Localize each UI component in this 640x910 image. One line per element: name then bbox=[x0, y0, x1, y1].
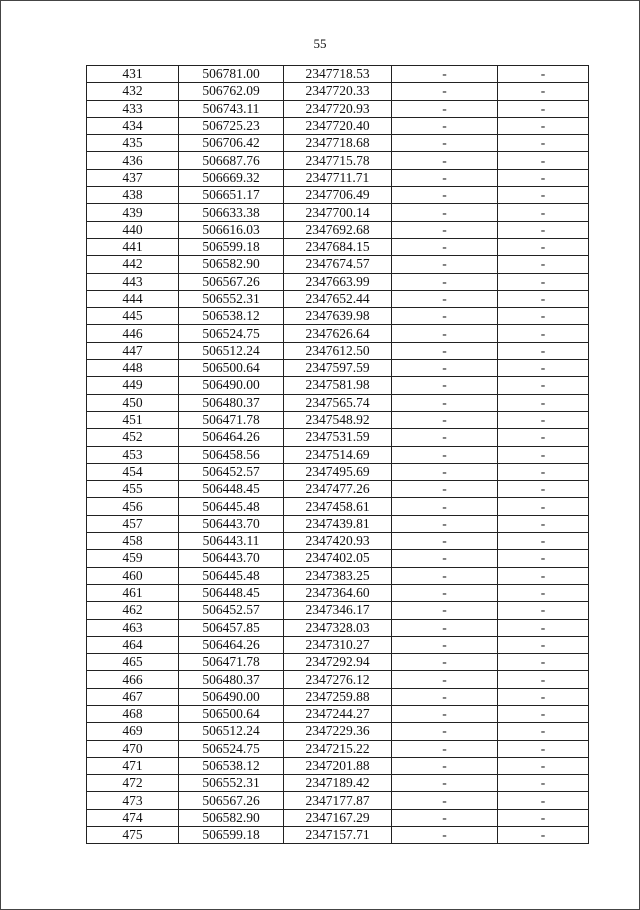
y-coordinate-cell: 2347189.42 bbox=[284, 775, 392, 792]
table-row bbox=[87, 498, 589, 515]
col5-cell: - bbox=[498, 463, 589, 480]
col5-cell: - bbox=[498, 221, 589, 238]
y-coordinate-cell: 2347259.88 bbox=[284, 688, 392, 705]
table-row bbox=[87, 238, 589, 255]
point-number-cell: 446 bbox=[87, 325, 179, 342]
y-coordinate-cell: 2347674.57 bbox=[284, 256, 392, 273]
col5-cell: - bbox=[498, 550, 589, 567]
col5-cell: - bbox=[498, 533, 589, 550]
table-row bbox=[87, 135, 589, 152]
table-row bbox=[87, 394, 589, 411]
col4-cell: - bbox=[392, 152, 498, 169]
y-coordinate-cell: 2347514.69 bbox=[284, 446, 392, 463]
x-coordinate-cell: 506781.00 bbox=[179, 66, 284, 83]
x-coordinate-cell: 506464.26 bbox=[179, 429, 284, 446]
table-row bbox=[87, 204, 589, 221]
col5-cell: - bbox=[498, 446, 589, 463]
table-row bbox=[87, 723, 589, 740]
y-coordinate-cell: 2347626.64 bbox=[284, 325, 392, 342]
point-number-cell: 475 bbox=[87, 827, 179, 844]
point-number-cell: 440 bbox=[87, 221, 179, 238]
point-number-cell: 432 bbox=[87, 83, 179, 100]
col5-cell: - bbox=[498, 83, 589, 100]
point-number-cell: 458 bbox=[87, 533, 179, 550]
y-coordinate-cell: 2347328.03 bbox=[284, 619, 392, 636]
col4-cell: - bbox=[392, 567, 498, 584]
col4-cell: - bbox=[392, 256, 498, 273]
point-number-cell: 444 bbox=[87, 290, 179, 307]
x-coordinate-cell: 506599.18 bbox=[179, 827, 284, 844]
x-coordinate-cell: 506452.57 bbox=[179, 463, 284, 480]
point-number-cell: 451 bbox=[87, 411, 179, 428]
x-coordinate-cell: 506480.37 bbox=[179, 671, 284, 688]
y-coordinate-cell: 2347720.40 bbox=[284, 117, 392, 134]
col4-cell: - bbox=[392, 481, 498, 498]
col4-cell: - bbox=[392, 342, 498, 359]
point-number-cell: 431 bbox=[87, 66, 179, 83]
col5-cell: - bbox=[498, 498, 589, 515]
col4-cell: - bbox=[392, 619, 498, 636]
table-row bbox=[87, 256, 589, 273]
point-number-cell: 448 bbox=[87, 360, 179, 377]
table-row bbox=[87, 584, 589, 601]
col5-cell: - bbox=[498, 809, 589, 826]
table-row bbox=[87, 481, 589, 498]
x-coordinate-cell: 506582.90 bbox=[179, 256, 284, 273]
x-coordinate-cell: 506524.75 bbox=[179, 325, 284, 342]
table-row bbox=[87, 533, 589, 550]
col4-cell: - bbox=[392, 602, 498, 619]
col4-cell: - bbox=[392, 446, 498, 463]
point-number-cell: 473 bbox=[87, 792, 179, 809]
col5-cell: - bbox=[498, 636, 589, 653]
x-coordinate-cell: 506471.78 bbox=[179, 411, 284, 428]
coordinates-table bbox=[86, 65, 589, 844]
y-coordinate-cell: 2347310.27 bbox=[284, 636, 392, 653]
y-coordinate-cell: 2347167.29 bbox=[284, 809, 392, 826]
table-row bbox=[87, 117, 589, 134]
table-row bbox=[87, 221, 589, 238]
col5-cell: - bbox=[498, 619, 589, 636]
table-row bbox=[87, 827, 589, 844]
y-coordinate-cell: 2347276.12 bbox=[284, 671, 392, 688]
y-coordinate-cell: 2347531.59 bbox=[284, 429, 392, 446]
y-coordinate-cell: 2347700.14 bbox=[284, 204, 392, 221]
page-number: 55 bbox=[313, 36, 327, 51]
col5-cell: - bbox=[498, 775, 589, 792]
col5-cell: - bbox=[498, 325, 589, 342]
x-coordinate-cell: 506512.24 bbox=[179, 342, 284, 359]
point-number-cell: 463 bbox=[87, 619, 179, 636]
x-coordinate-cell: 506500.64 bbox=[179, 360, 284, 377]
col5-cell: - bbox=[498, 723, 589, 740]
col5-cell: - bbox=[498, 100, 589, 117]
y-coordinate-cell: 2347597.59 bbox=[284, 360, 392, 377]
point-number-cell: 474 bbox=[87, 809, 179, 826]
y-coordinate-cell: 2347439.81 bbox=[284, 515, 392, 532]
col4-cell: - bbox=[392, 429, 498, 446]
col5-cell: - bbox=[498, 688, 589, 705]
col4-cell: - bbox=[392, 515, 498, 532]
point-number-cell: 459 bbox=[87, 550, 179, 567]
col5-cell: - bbox=[498, 567, 589, 584]
x-coordinate-cell: 506443.70 bbox=[179, 515, 284, 532]
point-number-cell: 471 bbox=[87, 757, 179, 774]
x-coordinate-cell: 506743.11 bbox=[179, 100, 284, 117]
x-coordinate-cell: 506567.26 bbox=[179, 792, 284, 809]
y-coordinate-cell: 2347663.99 bbox=[284, 273, 392, 290]
col4-cell: - bbox=[392, 809, 498, 826]
point-number-cell: 460 bbox=[87, 567, 179, 584]
col4-cell: - bbox=[392, 273, 498, 290]
table-row bbox=[87, 325, 589, 342]
point-number-cell: 438 bbox=[87, 187, 179, 204]
col4-cell: - bbox=[392, 705, 498, 722]
x-coordinate-cell: 506457.85 bbox=[179, 619, 284, 636]
point-number-cell: 435 bbox=[87, 135, 179, 152]
point-number-cell: 456 bbox=[87, 498, 179, 515]
table-row bbox=[87, 342, 589, 359]
y-coordinate-cell: 2347383.25 bbox=[284, 567, 392, 584]
table-row bbox=[87, 377, 589, 394]
point-number-cell: 439 bbox=[87, 204, 179, 221]
col5-cell: - bbox=[498, 654, 589, 671]
table-row bbox=[87, 463, 589, 480]
col4-cell: - bbox=[392, 221, 498, 238]
point-number-cell: 437 bbox=[87, 169, 179, 186]
col4-cell: - bbox=[392, 792, 498, 809]
y-coordinate-cell: 2347229.36 bbox=[284, 723, 392, 740]
table-row bbox=[87, 515, 589, 532]
point-number-cell: 454 bbox=[87, 463, 179, 480]
col5-cell: - bbox=[498, 66, 589, 83]
table-row bbox=[87, 740, 589, 757]
x-coordinate-cell: 506599.18 bbox=[179, 238, 284, 255]
col4-cell: - bbox=[392, 757, 498, 774]
table-row bbox=[87, 671, 589, 688]
x-coordinate-cell: 506552.31 bbox=[179, 290, 284, 307]
x-coordinate-cell: 506471.78 bbox=[179, 654, 284, 671]
point-number-cell: 436 bbox=[87, 152, 179, 169]
col4-cell: - bbox=[392, 66, 498, 83]
table-row bbox=[87, 705, 589, 722]
col4-cell: - bbox=[392, 204, 498, 221]
col4-cell: - bbox=[392, 117, 498, 134]
point-number-cell: 472 bbox=[87, 775, 179, 792]
col5-cell: - bbox=[498, 792, 589, 809]
point-number-cell: 461 bbox=[87, 584, 179, 601]
table-row bbox=[87, 429, 589, 446]
col5-cell: - bbox=[498, 238, 589, 255]
y-coordinate-cell: 2347292.94 bbox=[284, 654, 392, 671]
point-number-cell: 450 bbox=[87, 394, 179, 411]
col5-cell: - bbox=[498, 602, 589, 619]
y-coordinate-cell: 2347612.50 bbox=[284, 342, 392, 359]
x-coordinate-cell: 506458.56 bbox=[179, 446, 284, 463]
col5-cell: - bbox=[498, 827, 589, 844]
col5-cell: - bbox=[498, 152, 589, 169]
table-row bbox=[87, 809, 589, 826]
table-row bbox=[87, 688, 589, 705]
x-coordinate-cell: 506490.00 bbox=[179, 377, 284, 394]
col5-cell: - bbox=[498, 135, 589, 152]
col5-cell: - bbox=[498, 290, 589, 307]
y-coordinate-cell: 2347244.27 bbox=[284, 705, 392, 722]
col5-cell: - bbox=[498, 757, 589, 774]
coordinates-table-body bbox=[87, 66, 589, 844]
col5-cell: - bbox=[498, 481, 589, 498]
y-coordinate-cell: 2347718.68 bbox=[284, 135, 392, 152]
col4-cell: - bbox=[392, 290, 498, 307]
point-number-cell: 442 bbox=[87, 256, 179, 273]
col4-cell: - bbox=[392, 394, 498, 411]
col4-cell: - bbox=[392, 325, 498, 342]
col4-cell: - bbox=[392, 498, 498, 515]
point-number-cell: 447 bbox=[87, 342, 179, 359]
x-coordinate-cell: 506452.57 bbox=[179, 602, 284, 619]
x-coordinate-cell: 506464.26 bbox=[179, 636, 284, 653]
col4-cell: - bbox=[392, 83, 498, 100]
y-coordinate-cell: 2347711.71 bbox=[284, 169, 392, 186]
col4-cell: - bbox=[392, 688, 498, 705]
y-coordinate-cell: 2347639.98 bbox=[284, 308, 392, 325]
col4-cell: - bbox=[392, 377, 498, 394]
x-coordinate-cell: 506725.23 bbox=[179, 117, 284, 134]
table-row bbox=[87, 187, 589, 204]
col5-cell: - bbox=[498, 342, 589, 359]
table-row bbox=[87, 100, 589, 117]
point-number-cell: 468 bbox=[87, 705, 179, 722]
col4-cell: - bbox=[392, 533, 498, 550]
x-coordinate-cell: 506448.45 bbox=[179, 481, 284, 498]
table-row bbox=[87, 83, 589, 100]
y-coordinate-cell: 2347652.44 bbox=[284, 290, 392, 307]
y-coordinate-cell: 2347364.60 bbox=[284, 584, 392, 601]
col4-cell: - bbox=[392, 723, 498, 740]
y-coordinate-cell: 2347201.88 bbox=[284, 757, 392, 774]
point-number-cell: 457 bbox=[87, 515, 179, 532]
table-row bbox=[87, 152, 589, 169]
table-row bbox=[87, 446, 589, 463]
point-number-cell: 434 bbox=[87, 117, 179, 134]
col4-cell: - bbox=[392, 775, 498, 792]
point-number-cell: 465 bbox=[87, 654, 179, 671]
y-coordinate-cell: 2347581.98 bbox=[284, 377, 392, 394]
col5-cell: - bbox=[498, 256, 589, 273]
col4-cell: - bbox=[392, 411, 498, 428]
point-number-cell: 433 bbox=[87, 100, 179, 117]
col5-cell: - bbox=[498, 429, 589, 446]
table-row bbox=[87, 602, 589, 619]
x-coordinate-cell: 506538.12 bbox=[179, 757, 284, 774]
point-number-cell: 466 bbox=[87, 671, 179, 688]
x-coordinate-cell: 506582.90 bbox=[179, 809, 284, 826]
table-row bbox=[87, 757, 589, 774]
col4-cell: - bbox=[392, 584, 498, 601]
y-coordinate-cell: 2347718.53 bbox=[284, 66, 392, 83]
col4-cell: - bbox=[392, 636, 498, 653]
col5-cell: - bbox=[498, 515, 589, 532]
table-row bbox=[87, 792, 589, 809]
table-row bbox=[87, 169, 589, 186]
y-coordinate-cell: 2347346.17 bbox=[284, 602, 392, 619]
y-coordinate-cell: 2347684.15 bbox=[284, 238, 392, 255]
table-row bbox=[87, 360, 589, 377]
x-coordinate-cell: 506706.42 bbox=[179, 135, 284, 152]
col4-cell: - bbox=[392, 671, 498, 688]
x-coordinate-cell: 506443.11 bbox=[179, 533, 284, 550]
table-row bbox=[87, 273, 589, 290]
table-row bbox=[87, 411, 589, 428]
x-coordinate-cell: 506500.64 bbox=[179, 705, 284, 722]
y-coordinate-cell: 2347495.69 bbox=[284, 463, 392, 480]
x-coordinate-cell: 506762.09 bbox=[179, 83, 284, 100]
x-coordinate-cell: 506552.31 bbox=[179, 775, 284, 792]
x-coordinate-cell: 506490.00 bbox=[179, 688, 284, 705]
y-coordinate-cell: 2347157.71 bbox=[284, 827, 392, 844]
table-row bbox=[87, 619, 589, 636]
y-coordinate-cell: 2347420.93 bbox=[284, 533, 392, 550]
col4-cell: - bbox=[392, 463, 498, 480]
col4-cell: - bbox=[392, 187, 498, 204]
y-coordinate-cell: 2347215.22 bbox=[284, 740, 392, 757]
col4-cell: - bbox=[392, 654, 498, 671]
col4-cell: - bbox=[392, 169, 498, 186]
point-number-cell: 455 bbox=[87, 481, 179, 498]
y-coordinate-cell: 2347720.93 bbox=[284, 100, 392, 117]
col4-cell: - bbox=[392, 308, 498, 325]
y-coordinate-cell: 2347715.78 bbox=[284, 152, 392, 169]
col4-cell: - bbox=[392, 360, 498, 377]
point-number-cell: 467 bbox=[87, 688, 179, 705]
point-number-cell: 449 bbox=[87, 377, 179, 394]
y-coordinate-cell: 2347565.74 bbox=[284, 394, 392, 411]
col5-cell: - bbox=[498, 273, 589, 290]
x-coordinate-cell: 506480.37 bbox=[179, 394, 284, 411]
x-coordinate-cell: 506687.76 bbox=[179, 152, 284, 169]
col5-cell: - bbox=[498, 187, 589, 204]
point-number-cell: 464 bbox=[87, 636, 179, 653]
col5-cell: - bbox=[498, 705, 589, 722]
col5-cell: - bbox=[498, 377, 589, 394]
col4-cell: - bbox=[392, 740, 498, 757]
col4-cell: - bbox=[392, 135, 498, 152]
x-coordinate-cell: 506669.32 bbox=[179, 169, 284, 186]
y-coordinate-cell: 2347548.92 bbox=[284, 411, 392, 428]
x-coordinate-cell: 506512.24 bbox=[179, 723, 284, 740]
point-number-cell: 452 bbox=[87, 429, 179, 446]
table-row bbox=[87, 290, 589, 307]
point-number-cell: 462 bbox=[87, 602, 179, 619]
col5-cell: - bbox=[498, 117, 589, 134]
table-row bbox=[87, 775, 589, 792]
x-coordinate-cell: 506651.17 bbox=[179, 187, 284, 204]
point-number-cell: 445 bbox=[87, 308, 179, 325]
col5-cell: - bbox=[498, 360, 589, 377]
point-number-cell: 470 bbox=[87, 740, 179, 757]
y-coordinate-cell: 2347706.49 bbox=[284, 187, 392, 204]
y-coordinate-cell: 2347692.68 bbox=[284, 221, 392, 238]
table-row bbox=[87, 636, 589, 653]
x-coordinate-cell: 506567.26 bbox=[179, 273, 284, 290]
x-coordinate-cell: 506538.12 bbox=[179, 308, 284, 325]
point-number-cell: 453 bbox=[87, 446, 179, 463]
x-coordinate-cell: 506445.48 bbox=[179, 498, 284, 515]
x-coordinate-cell: 506524.75 bbox=[179, 740, 284, 757]
table-row bbox=[87, 66, 589, 83]
col5-cell: - bbox=[498, 308, 589, 325]
table-row bbox=[87, 308, 589, 325]
col5-cell: - bbox=[498, 671, 589, 688]
point-number-cell: 441 bbox=[87, 238, 179, 255]
col5-cell: - bbox=[498, 411, 589, 428]
x-coordinate-cell: 506616.03 bbox=[179, 221, 284, 238]
col4-cell: - bbox=[392, 550, 498, 567]
y-coordinate-cell: 2347458.61 bbox=[284, 498, 392, 515]
x-coordinate-cell: 506448.45 bbox=[179, 584, 284, 601]
col5-cell: - bbox=[498, 394, 589, 411]
col4-cell: - bbox=[392, 827, 498, 844]
point-number-cell: 469 bbox=[87, 723, 179, 740]
col4-cell: - bbox=[392, 238, 498, 255]
y-coordinate-cell: 2347720.33 bbox=[284, 83, 392, 100]
col5-cell: - bbox=[498, 169, 589, 186]
table-row bbox=[87, 550, 589, 567]
x-coordinate-cell: 506443.70 bbox=[179, 550, 284, 567]
table-row bbox=[87, 567, 589, 584]
y-coordinate-cell: 2347477.26 bbox=[284, 481, 392, 498]
y-coordinate-cell: 2347177.87 bbox=[284, 792, 392, 809]
col5-cell: - bbox=[498, 204, 589, 221]
col5-cell: - bbox=[498, 584, 589, 601]
col5-cell: - bbox=[498, 740, 589, 757]
col4-cell: - bbox=[392, 100, 498, 117]
x-coordinate-cell: 506633.38 bbox=[179, 204, 284, 221]
table-row bbox=[87, 654, 589, 671]
x-coordinate-cell: 506445.48 bbox=[179, 567, 284, 584]
y-coordinate-cell: 2347402.05 bbox=[284, 550, 392, 567]
point-number-cell: 443 bbox=[87, 273, 179, 290]
